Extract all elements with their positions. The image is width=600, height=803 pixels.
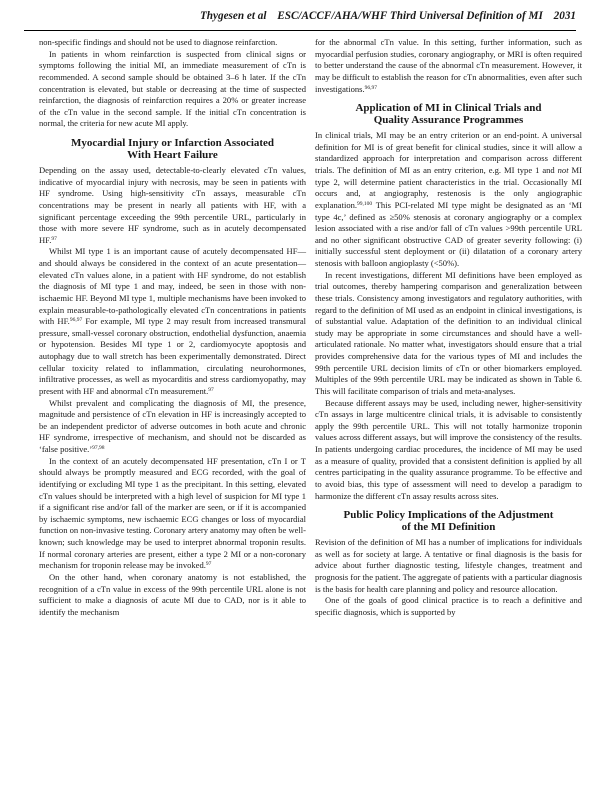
header-page-number: 2031 bbox=[553, 10, 576, 22]
paragraph-text: Whilst MI type 1 is an important cause of acutely decompensated HF—and should always be considered in the context of an acute presentation—elevated cTn values alone, in a patient with HF syndrome, do not establish the diagnosis of MI type 1 and may, indeed, be seen in those with non-ischaemic HF. Beyond MI type 1, multiple mechanisms have been invoked to explain measurable-to-pathologically elevated cTn concentrations in patients with HF. bbox=[39, 246, 306, 327]
header-journal-title: ESC/ACCF/AHA/WHF Third Universal Definition of MI bbox=[277, 10, 543, 22]
paragraph-text: MI type 2, will determine patient characteristics in the trial. Occasionally MI occurs and, at angiography, restenosis is the only angiographic explanation. bbox=[315, 165, 582, 210]
section-heading-heart-failure bbox=[39, 137, 306, 161]
heading-line: Myocardial Injury or Infarction Associated bbox=[70, 137, 275, 149]
paragraph bbox=[39, 246, 306, 397]
paragraph-text: In the context of an acutely decompensated HF presentation, cTn I or T should always be promptly measured and ECG recorded, with the goal of identifying or excluding MI type 1 as the precipitant. In this setting, elevated cTn values should be interpreted with a high level of suspicion for MI type 1 if a significant rise and/or fall of the marker are seen, or if it is accompanied by ischaemic symptoms, new ischaemic ECG changes or loss of myocardial function on non-invasive testing. Coronary artery anatomy may often be well-known; such knowledge may be used to interpret abnormal troponin results. If normal coronary arteries are present, either a type 2 MI or a non-coronary mechanism for troponin release may be invoked. bbox=[39, 455, 307, 571]
right-column bbox=[315, 37, 582, 619]
paragraph bbox=[39, 456, 306, 572]
section-heading-clinical-trials bbox=[315, 102, 582, 126]
paragraph-text: for the abnormal cTn value. In this setting, further information, such as myocardial perfusion studies, coronary angiography, or MRI is often required to better understand the cause of the abnormal cTn measurement. However, it may be difficult to establish the reason for cTn abnormalities, even after such investigations. bbox=[315, 37, 582, 94]
paragraph: non-specific findings and should not be used to diagnose reinfarction. bbox=[39, 37, 278, 47]
paragraph-text: In clinical trials, MI may be an entry criterion or an end-point. A universal definition for MI is of great benefit for clinical studies, since it will allow a standardized approach for interpretation and comparison across different trials. The definition of MI as an entry criterion, e.g. MI type 1 and bbox=[315, 130, 582, 175]
reference-marker: 97 bbox=[208, 386, 214, 393]
left-column bbox=[39, 37, 306, 618]
paragraph: Because different assays may be used, including newer, higher-sensitivity cTn assays in large multicentre clinical trials, it is advisable to consistently apply the 99th percentile URL. This will not totally harmonize troponin values across different assays, but will improve the consistency of the results. In patients undergoing cardiac procedures, the incidence of MI may be used as a measure of quality, provided that a consistent definition is applied by all centres participating in the quality assurance programme. To be effective and to avoid bias, this type of assessment will need to develop a paradigm to harmonize the different cTn assay results across sites. bbox=[315, 397, 582, 501]
paragraph: One of the goals of good clinical practice is to reach a definitive and specific diagnosis, which is supported by bbox=[315, 595, 582, 617]
heading-line: Public Policy Implications of the Adjustment bbox=[343, 509, 554, 522]
paragraph bbox=[315, 37, 582, 95]
header-rule bbox=[24, 30, 576, 31]
reference-marker: 97,98 bbox=[92, 445, 105, 451]
paragraph-text: Depending on the assay used, detectable-to-clearly elevated cTn values, indicative of myocardial injury with necrosis, may be seen in patients with HF syndrome. Using high-sensitivity cTn assays, measurable cTn concentrations may be present in nearly all patients with HF, with a significant percentage exceeding the 99th percentile URL, particularly in those with more severe HF syndrome, such as in acutely decompensated HF. bbox=[39, 165, 306, 245]
paragraph-text: This PCI-related MI type might be designated as an ‘MI type 4c,’ defined as ≥50% stenosis at coronary angiography or a complex lesion associated with a rise and/or fall of cTn values >99th percentile URL and no other significant obstructive CAD of greater severity following: (i) initially successful stent deployment or (ii) dilatation of a coronary artery stenosis with balloon angioplasty (<50%). bbox=[315, 199, 582, 268]
heading-line: With Heart Failure bbox=[127, 149, 218, 161]
paragraph bbox=[315, 130, 582, 270]
section-heading-public-policy bbox=[315, 509, 582, 533]
reference-marker: 97 bbox=[205, 561, 212, 568]
paragraph-text: For example, MI type 2 may result from increased transmural pressure, small-vessel coronary obstruction, endothelial dysfunction, anaemia or hypotension. Besides MI type 1 or 2, cardiomyocyte apoptosis and autophagy due to wall stretch has been experimentally demonstrated. Direct cellular toxicity related to inflammation, circulating neurohormones, infiltrative processes, as well as myocarditis and stress cardiomyopathy, may present with HF and abnormal cTn measurement. bbox=[39, 316, 306, 396]
heading-line: Application of MI in Clinical Trials and bbox=[355, 102, 542, 115]
header-authors: Thygesen et al bbox=[199, 10, 267, 22]
paragraph: In recent investigations, different MI definitions have been employed as trial outcomes, thereby hampering comparison and generalization between these trials. Consistency among investigators and regulatory authorities, with regard to the definition of MI used as an endpoint in clinical investigations, is of substantial value. Adaptation of the definition to an individual clinical study may be appropriate in some circumstances and should have a well-articulated rationale. No matter what, investigators should ensure that a trial provides comprehensive data for the various types of MI and includes the 99th percentile URL decision limits of cTn or other biomarkers employed. Multiples of the 99th percentile URL may be indicated as shown in Table 6. This will facilitate comparison of trials and meta-analyses. bbox=[315, 269, 582, 396]
paragraph bbox=[39, 165, 306, 246]
heading-line: Quality Assurance Programmes bbox=[373, 114, 524, 127]
paragraph bbox=[39, 398, 306, 456]
emphasis: not bbox=[557, 165, 569, 175]
reference-marker: 96,97 bbox=[364, 84, 377, 91]
heading-line: of the MI Definition bbox=[401, 521, 496, 534]
reference-marker: 97 bbox=[51, 235, 57, 242]
reference-marker: 99,100 bbox=[357, 200, 373, 207]
reference-marker: 96,97 bbox=[69, 317, 83, 324]
paragraph: In patients in whom reinfarction is suspected from clinical signs or symptoms following the initial MI, an immediate measurement of cTn is recommended. A second sample should be obtained 3–6 h later. If the cTn concentration is elevated, but stable or decreasing at the time of suspected reinfarction, the diagnosis of reinfarction requires a 20% or greater increase of the cTn value in the second sample. If the initial cTn concentration is normal, the criteria for new acute MI apply. bbox=[39, 48, 306, 129]
running-header bbox=[24, 10, 576, 26]
paragraph: Revision of the definition of MI has a number of implications for individuals as well as for society at large. A tentative or final diagnosis is the basis for advice about further diagnostic testing, lifestyle changes, treatment and prognosis for the patient. The aggregate of patients with a particular diagnosis is the basis for health care planning and policy and resource allocation. bbox=[315, 537, 582, 594]
header-text bbox=[192, 10, 576, 22]
paragraph-text: Whilst prevalent and complicating the diagnosis of MI, the presence, magnitude and persistence of cTn elevation in HF is increasingly accepted to be an independent predictor of adverse outcomes in both acute and chronic HF syndrome, irrespective of mechanism, and should not be discarded as ‘false positive.’ bbox=[39, 397, 306, 454]
paragraph: On the other hand, when coronary anatomy is not established, the recognition of a cTn value in excess of the 99th percentile URL alone is not sufficient to make a diagnosis of acute MI due to CAD, nor is it able to identify the mechanism bbox=[39, 571, 306, 617]
